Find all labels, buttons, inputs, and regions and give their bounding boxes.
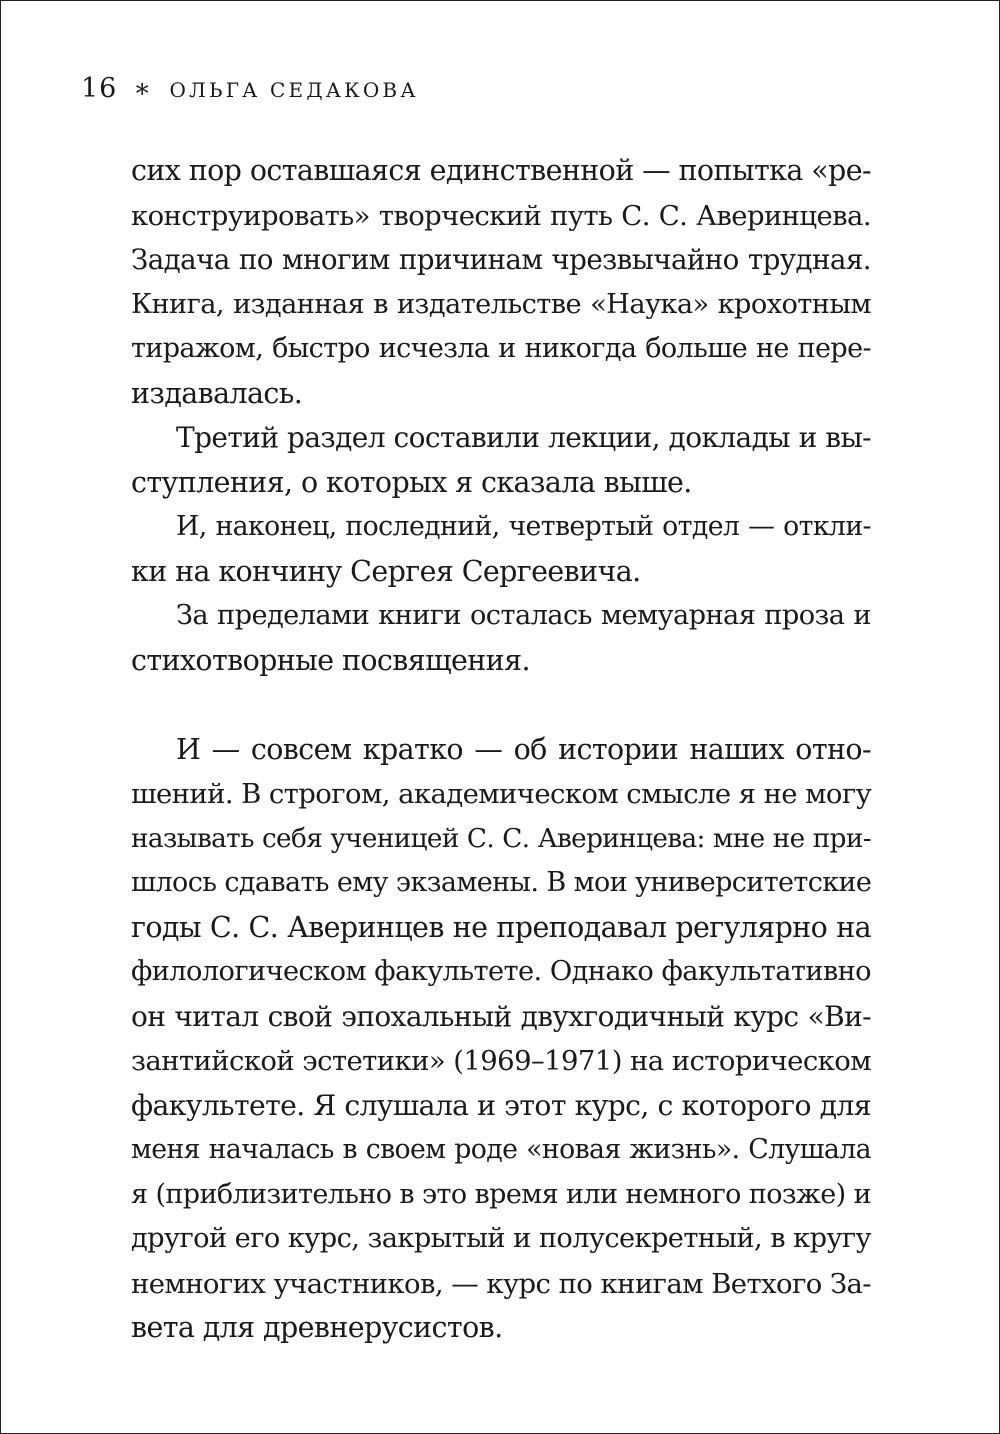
text-line: факультете. Я слушала и этот курс, с которого для <box>131 1088 871 1122</box>
paragraph <box>131 149 871 416</box>
text-line: немногих участников, — курс по книгам Ветхого За- <box>131 1267 871 1300</box>
text-line: меня началась в своем роде «новая жизнь». Слушала <box>131 1134 871 1165</box>
text-line: тиражом, быстро исчезла и никогда больше не пере- <box>131 333 871 364</box>
text-line: другой его курс, закрытый и полусекретный, в кругу <box>131 1223 871 1254</box>
text-line: шений. В строгом, академическом смысле я не могу <box>131 778 872 810</box>
text-line: вета для древнерусистов. <box>131 1311 503 1344</box>
text-line: И — совсем кратко — об истории наших отно- <box>176 732 871 766</box>
text-line: сих пор оставшаяся единственной — попытка «ре- <box>131 154 871 187</box>
text-line: годы С. С. Аверинцев не преподавал регулярно на <box>131 910 871 944</box>
paragraph <box>131 594 871 683</box>
text-line: филологическом факультете. Однако факультативно <box>131 956 871 987</box>
text-line: издавалась. <box>131 376 303 410</box>
paragraph <box>131 505 871 594</box>
text-line: Третий раздел составили лекции, доклады и вы- <box>176 421 871 454</box>
running-head <box>81 73 419 104</box>
page-number: 16 <box>81 73 118 104</box>
text-line: ступления, о которых я сказала выше. <box>131 465 692 499</box>
text-line: шлось сдавать ему экзамены. В мои университетские <box>131 867 872 898</box>
text-line: конструировать» творческий путь С. С. Аверинцева. <box>131 199 871 232</box>
text-line: Книга, изданная в издательстве «Наука» крохотным <box>131 288 871 320</box>
asterisk-separator-icon: ∗ <box>133 74 152 104</box>
text-line: зантийской эстетики» (1969–1971) на историческом <box>131 1045 871 1077</box>
author-name: ОЛЬГА СЕДАКОВА <box>169 78 419 102</box>
body-text <box>131 149 871 1351</box>
text-line: За пределами книги осталась мемуарная проза и <box>176 600 871 631</box>
paragraph <box>131 416 871 505</box>
paragraph <box>131 728 871 1351</box>
text-line: стихотворные посвящения. <box>131 643 530 677</box>
text-line: ки на кончину Сергея Сергеевича. <box>131 554 641 588</box>
text-line: Задача по многим причинам чрезвычайно трудная. <box>131 243 871 276</box>
section-break <box>131 683 871 728</box>
text-line: он читал свой эпохальный двухгодичный курс «Ви- <box>131 999 871 1033</box>
text-line: я (приблизительно в это время или немного позже) и <box>131 1178 871 1210</box>
text-line: называть себя ученицей С. С. Аверинцева: мне не при- <box>131 823 871 854</box>
text-line: И, наконец, последний, четвертый отдел — откли- <box>176 511 871 542</box>
